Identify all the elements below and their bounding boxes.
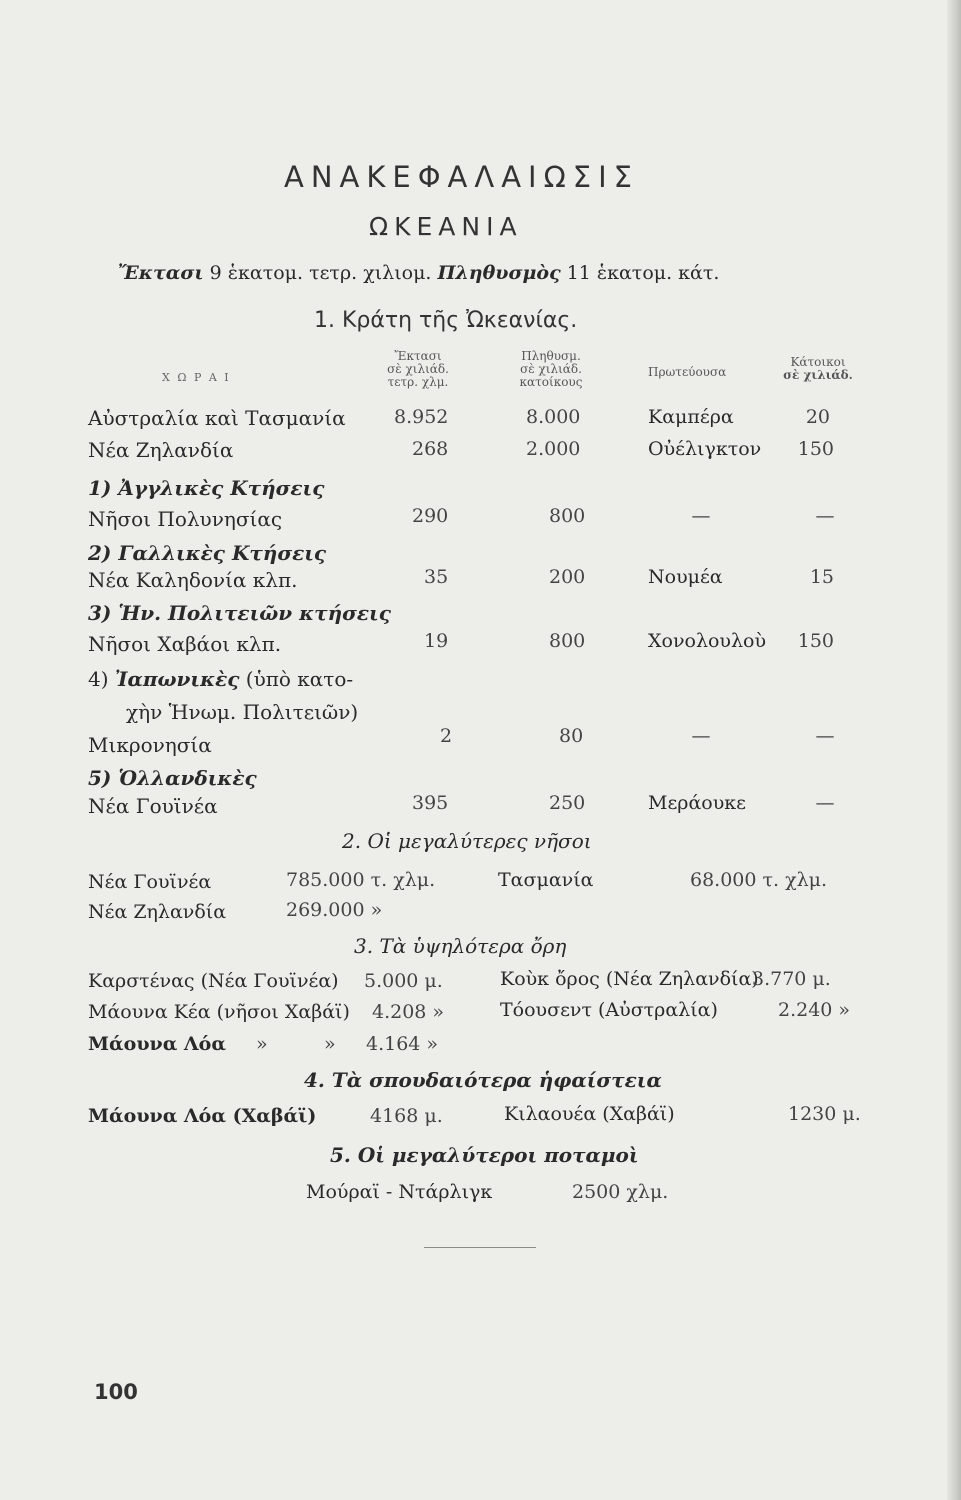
row-name-1: Αὐστραλία καὶ Τασμανία xyxy=(88,406,346,430)
section-3-title: 3. Τὰ ὑψηλότερα ὄρη xyxy=(354,934,567,958)
row-name-6: Μικρονησία xyxy=(88,733,212,757)
header-inh-line-2: σὲ χιλιάδ. xyxy=(783,368,853,382)
group-japanese-possessions xyxy=(88,667,353,691)
group-japanese-possessions-line-2: χὴν Ἡνωμ. Πολιτειῶν) xyxy=(126,700,359,724)
volcano-name-1: Μάουνα Λόα (Χαβάϊ) xyxy=(88,1105,317,1127)
volcano-name-2: Κιλαουέα (Χαβάϊ) xyxy=(504,1103,675,1125)
row-pop-3: 800 xyxy=(549,505,586,527)
row-name-5: Νῆσοι Χαβάοι κλπ. xyxy=(88,632,282,656)
section-1-title: 1. Κράτη τῆς Ὠκεανίας. xyxy=(314,308,578,333)
row-inh-2: 150 xyxy=(797,438,834,460)
row-pop-7: 250 xyxy=(549,792,586,814)
row-area-4: 35 xyxy=(424,566,449,588)
header-area-line-1: Ἔκτασι xyxy=(394,349,442,363)
area-label: Ἔκτασι xyxy=(118,262,204,284)
island-value-3: 68.000 τ. χλμ. xyxy=(690,869,828,891)
row-pop-5: 800 xyxy=(549,630,586,652)
header-area xyxy=(378,350,458,389)
area-value: 9 ἑκατομ. τετρ. χιλιομ. xyxy=(209,262,432,284)
island-name-3: Τασμανία xyxy=(498,869,594,891)
mountain-name-4: Κοὺκ ὄρος (Νέα Ζηλανδία) xyxy=(500,968,759,990)
island-name-1: Νέα Γουϊνέα xyxy=(88,871,212,893)
mountain-name-1: Καρστένας (Νέα Γουϊνέα) xyxy=(88,970,339,992)
row-area-1: 8.952 xyxy=(394,406,449,428)
section-2-title: 2. Οἱ μεγαλύτερες νῆσοι xyxy=(342,829,592,853)
group-us-possessions: 3) Ἡν. Πολιτειῶν κτήσεις xyxy=(88,601,391,625)
page-title: ΑΝΑΚΕΦΑΛΑΙΩΣΙΣ xyxy=(284,160,639,194)
mountain-name-3: Μάουνα Λόα xyxy=(88,1033,226,1055)
section-4-title: 4. Τὰ σπουδαιότερα ἡφαίστεια xyxy=(304,1068,662,1092)
row-inh-3: — xyxy=(815,505,835,527)
row-pop-6: 80 xyxy=(559,725,584,747)
row-capital-7: Μεράουκε xyxy=(648,792,747,814)
page-number: 100 xyxy=(94,1380,138,1404)
row-area-3: 290 xyxy=(412,505,449,527)
group-french-possessions: 2) Γαλλικὲς Κτήσεις xyxy=(88,541,327,565)
row-area-6: 2 xyxy=(440,725,453,747)
island-value-1: 785.000 τ. χλμ. xyxy=(286,869,436,891)
row-capital-5: Χονολουλοὺ xyxy=(648,630,767,652)
section-5-title: 5. Οἱ μεγαλύτεροι ποταμοὶ xyxy=(330,1143,639,1167)
row-inh-5: 150 xyxy=(797,630,834,652)
mountain-value-3: 4.164 » xyxy=(366,1033,439,1055)
row-capital-4: Νουμέα xyxy=(648,566,723,588)
row-capital-3: — xyxy=(691,505,711,527)
header-inh-line-1: Κάτοικοι xyxy=(790,355,846,369)
mountain-value-2: 4.208 » xyxy=(372,1001,445,1023)
header-area-line-2: σὲ χιλιάδ. xyxy=(387,362,449,376)
row-name-2: Νέα Ζηλανδία xyxy=(88,438,234,462)
group-english-possessions: 1) Ἀγγλικὲς Κτήσεις xyxy=(88,476,325,500)
row-name-7: Νέα Γουϊνέα xyxy=(88,794,218,818)
population-label: Πληθυσμὸς xyxy=(437,262,561,284)
row-pop-4: 200 xyxy=(549,566,586,588)
mountain-name-5: Τόουσεντ (Αὐστραλία) xyxy=(500,999,718,1021)
header-countries: Χ Ω Ρ Α Ι xyxy=(162,371,231,384)
island-value-2: 269.000 » xyxy=(286,899,383,921)
row-inh-7: — xyxy=(815,792,835,814)
volcano-value-2: 1230 μ. xyxy=(788,1103,861,1125)
header-pop-line-2: σὲ χιλιάδ. xyxy=(520,362,582,376)
row-area-2: 268 xyxy=(412,438,449,460)
row-capital-1: Καμπέρα xyxy=(648,406,734,428)
row-area-5: 19 xyxy=(424,630,449,652)
header-area-line-3: τετρ. χλμ. xyxy=(387,375,449,389)
mountain-value-5: 2.240 » xyxy=(778,999,851,1021)
group-dutch-possessions: 5) Ὁλλανδικὲς xyxy=(88,766,257,790)
river-name-1: Μούραϊ - Ντάρλιγκ xyxy=(306,1181,493,1203)
summary-line xyxy=(118,262,719,284)
row-inh-4: 15 xyxy=(809,566,834,588)
mountain-value-1: 5.000 μ. xyxy=(364,970,443,992)
group-4-note: (ὑπὸ κατο- xyxy=(245,667,354,691)
header-inhabitants xyxy=(772,356,864,382)
row-name-3: Νῆσοι Πολυνησίας xyxy=(88,507,283,531)
group-4-number: 4) xyxy=(88,667,115,691)
river-value-1: 2500 χλμ. xyxy=(572,1181,669,1203)
row-pop-1: 8.000 xyxy=(526,406,581,428)
region-title: ΩΚΕΑΝΙΑ xyxy=(369,212,523,241)
header-pop-line-3: κατοίκους xyxy=(519,375,583,389)
island-name-2: Νέα Ζηλανδία xyxy=(88,901,227,923)
volcano-value-1: 4168 μ. xyxy=(370,1105,443,1127)
row-pop-2: 2.000 xyxy=(526,438,581,460)
row-inh-1: 20 xyxy=(805,406,830,428)
footer-rule xyxy=(424,1247,536,1248)
page-edge xyxy=(947,0,961,1500)
group-4-label: Ἰαπωνικὲς xyxy=(114,667,240,691)
mountain-value-4: 3.770 μ. xyxy=(752,968,831,990)
mountain-ditto-2: » xyxy=(324,1033,336,1055)
mountain-ditto-1: » xyxy=(256,1033,268,1055)
population-value: 11 ἑκατομ. κάτ. xyxy=(566,262,720,284)
row-capital-2: Οὐέλιγκτον xyxy=(648,438,762,460)
row-capital-6: — xyxy=(691,725,711,747)
header-pop-line-1: Πληθυσμ. xyxy=(521,349,581,363)
mountain-name-2: Μάουνα Κέα (νῆσοι Χαβάϊ) xyxy=(88,1001,350,1023)
header-population xyxy=(506,350,596,389)
row-area-7: 395 xyxy=(412,792,449,814)
header-capital: Πρωτεύουσα xyxy=(648,365,727,379)
row-inh-6: — xyxy=(815,725,835,747)
row-name-4: Νέα Καληδονία κλπ. xyxy=(88,568,298,592)
